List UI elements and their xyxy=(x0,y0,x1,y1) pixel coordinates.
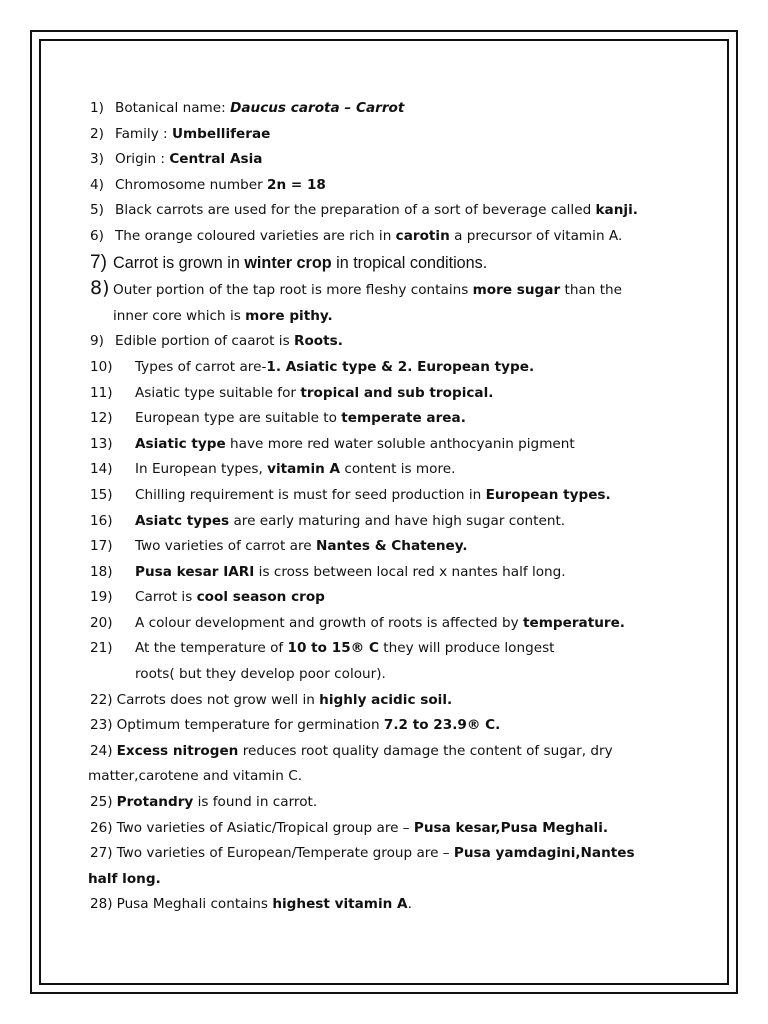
list-item-number: 9) xyxy=(90,333,104,350)
list-item-text xyxy=(117,845,635,861)
text-run: are early maturing and have high sugar content. xyxy=(229,512,566,529)
list-item-text xyxy=(135,359,534,375)
list-item xyxy=(90,636,690,662)
text-run: they will produce longest xyxy=(378,640,555,657)
text-run: Two varieties of European/Temperate group are – xyxy=(116,845,454,862)
list-item-number: 4) xyxy=(90,176,104,193)
list-item-number: 8) xyxy=(90,277,110,300)
list-item-number: 18) xyxy=(90,563,113,580)
bold-text: highly acidic soil. xyxy=(319,691,453,708)
bold-text: 2n = 18 xyxy=(266,176,326,193)
bold-text: Asiatc types xyxy=(135,512,230,529)
list-item-number: 19) xyxy=(90,589,113,606)
list-item-number: 1) xyxy=(90,100,104,116)
bold-text: Excess nitrogen xyxy=(116,742,239,759)
list-item-number: 6) xyxy=(90,227,104,244)
list-item-number: 23) xyxy=(90,717,113,734)
list-item-number: 10) xyxy=(90,358,113,375)
list-item-text xyxy=(115,100,404,116)
list-item-text xyxy=(135,640,555,656)
bold-text: half long. xyxy=(88,870,161,887)
bold-text: Nantes & Chateney. xyxy=(315,538,468,555)
list-item-text xyxy=(117,743,613,759)
list-item-number: 13) xyxy=(90,435,113,452)
text-run: inner core which is xyxy=(113,307,246,324)
list-item-number: 15) xyxy=(90,486,113,503)
text-run: A colour development and growth of roots is affected by xyxy=(135,614,523,631)
list-item xyxy=(90,483,690,509)
list-item xyxy=(90,329,690,355)
list-item xyxy=(90,585,690,611)
text-run: . xyxy=(407,896,412,913)
list-item xyxy=(90,432,690,458)
list-item-number: 24) xyxy=(90,742,113,759)
list-item xyxy=(90,739,690,765)
list-item xyxy=(90,790,690,816)
list-item-text xyxy=(115,202,638,218)
text-run: Optimum temperature for germination xyxy=(116,717,384,734)
text-run: Origin : xyxy=(115,151,170,168)
bold-text: European types. xyxy=(485,486,611,503)
list-item-text xyxy=(135,615,625,631)
bold-text: Pusa kesar,Pusa Meghali. xyxy=(413,819,609,836)
list-item-number: 7) xyxy=(90,251,107,273)
text-run: Two varieties of carrot are xyxy=(135,538,316,555)
text-run: Asiatic type suitable for xyxy=(135,384,301,401)
text-run: Carrots does not grow well in xyxy=(116,691,320,708)
bold-text: 1. Asiatic type & 2. European type. xyxy=(266,358,535,375)
list-item-text xyxy=(113,282,622,298)
list-item xyxy=(90,224,690,250)
bold-text: Central Asia xyxy=(169,151,263,168)
list-item xyxy=(90,457,690,483)
list-item xyxy=(90,534,690,560)
text-run: Black carrots are used for the preparation of a sort of beverage called xyxy=(115,202,596,219)
bold-text: cool season crop xyxy=(196,589,325,606)
list-item-text xyxy=(135,538,468,554)
list-item-text xyxy=(135,564,566,580)
list-item xyxy=(90,96,690,122)
bold-text: Umbelliferae xyxy=(171,125,271,142)
list-item xyxy=(90,892,690,918)
list-item-number: 14) xyxy=(90,461,113,478)
list-item xyxy=(90,406,690,432)
text-run: Chromosome number xyxy=(115,176,267,193)
list-item xyxy=(90,276,690,304)
text-run: Chilling requirement is must for seed production in xyxy=(135,486,486,503)
bold-text: Asiatic type xyxy=(135,435,226,452)
list-item-continuation xyxy=(90,304,690,330)
list-item xyxy=(90,816,690,842)
list-item xyxy=(90,560,690,586)
list-item-text xyxy=(115,333,343,349)
list-item-number: 21) xyxy=(90,640,113,657)
bold-text: temperate area. xyxy=(341,410,466,427)
text-run: European type are suitable to xyxy=(135,410,342,427)
list-item-number: 22) xyxy=(90,691,113,708)
list-item-number: 25) xyxy=(90,794,113,811)
text-run: roots( but they develop poor colour). xyxy=(135,666,386,683)
list-item xyxy=(90,688,690,714)
list-item-number: 11) xyxy=(90,384,113,401)
list-item-text xyxy=(117,794,318,810)
list-item-number: 17) xyxy=(90,538,113,555)
list-item-text xyxy=(117,820,608,836)
list-item-text xyxy=(135,385,493,401)
bold-text: temperature. xyxy=(522,614,625,631)
bold-text xyxy=(230,100,404,116)
text-run: is found in carrot. xyxy=(193,794,318,811)
text-run: Botanical name: xyxy=(115,100,231,116)
text-run: Two varieties of Asiatic/Tropical group are – xyxy=(116,819,414,836)
text-run: Carrot is grown in xyxy=(113,253,245,272)
list-item-text xyxy=(117,896,412,912)
carrot-facts-list xyxy=(90,96,690,918)
bold-text: 7.2 to 23.9® C. xyxy=(383,717,501,734)
list-item xyxy=(90,198,690,224)
list-item xyxy=(90,381,690,407)
text-run: than the xyxy=(560,282,623,299)
text-run: have more red water soluble anthocyanin pigment xyxy=(225,435,575,452)
bold-text: 10 to 15® C xyxy=(287,640,379,657)
list-item xyxy=(90,841,690,867)
bold-text: tropical and sub tropical. xyxy=(300,384,494,401)
list-item-text xyxy=(113,254,487,272)
list-item xyxy=(90,509,690,535)
list-item-text xyxy=(135,436,575,452)
bold-italic-text: Daucus carota – Carrot xyxy=(230,100,405,116)
text-run: In European types, xyxy=(135,461,268,478)
text-run: Pusa Meghali contains xyxy=(116,896,273,913)
bold-text: kanji. xyxy=(595,202,638,219)
list-item-number: 3) xyxy=(90,151,104,168)
bold-text: Pusa yamdagini,Nantes xyxy=(453,845,635,862)
list-item-number: 5) xyxy=(90,202,104,219)
text-run: At the temperature of xyxy=(135,640,288,657)
list-item xyxy=(90,147,690,173)
text-run: Edible portion of caarot is xyxy=(115,333,294,350)
bold-text: winter crop xyxy=(244,253,332,272)
list-item xyxy=(90,122,690,148)
text-run: content is more. xyxy=(340,461,456,478)
text-run: The orange coloured varieties are rich in xyxy=(115,227,396,244)
bold-text: carotin xyxy=(395,227,450,244)
list-item-text xyxy=(115,151,262,167)
bold-text: vitamin A xyxy=(267,461,341,478)
text-run: a precursor of vitamin A. xyxy=(449,227,623,244)
list-item-text xyxy=(115,126,270,142)
list-item-text xyxy=(117,692,453,708)
text-run: matter,carotene and vitamin C. xyxy=(88,768,303,785)
list-item-text xyxy=(117,717,501,733)
list-item xyxy=(90,713,690,739)
list-item-continuation xyxy=(90,662,690,688)
list-item-number: 12) xyxy=(90,410,113,427)
bold-text: more sugar xyxy=(472,282,561,299)
list-item-text xyxy=(135,513,565,529)
list-item xyxy=(90,173,690,199)
list-item-text xyxy=(135,589,325,605)
bold-text: Protandry xyxy=(116,794,194,811)
list-item-continuation xyxy=(88,764,690,790)
list-item xyxy=(90,250,690,277)
bold-text: Roots. xyxy=(293,333,343,350)
list-item-number: 16) xyxy=(90,512,113,529)
list-item-number: 27) xyxy=(90,845,113,862)
list-item-number: 2) xyxy=(90,125,104,142)
bold-text: highest vitamin A xyxy=(272,896,408,913)
text-run: reduces root quality damage the content of sugar, dry xyxy=(238,742,613,759)
text-run: Family : xyxy=(115,125,172,142)
list-item-text xyxy=(135,410,466,426)
list-item-number: 20) xyxy=(90,614,113,631)
list-item-continuation xyxy=(88,867,690,893)
text-run: Types of carrot are- xyxy=(135,358,267,375)
list-item-text xyxy=(135,461,455,477)
bold-text: more pithy. xyxy=(245,307,333,324)
list-item-text xyxy=(115,177,326,193)
text-run: is cross between local red x nantes half long. xyxy=(254,563,566,580)
list-item xyxy=(90,611,690,637)
bold-text: Pusa kesar IARI xyxy=(135,563,255,580)
list-item xyxy=(90,355,690,381)
text-run: in tropical conditions. xyxy=(331,253,488,272)
list-item-number: 28) xyxy=(90,896,113,913)
list-item-text xyxy=(135,487,611,503)
text-run: Outer portion of the tap root is more fleshy contains xyxy=(113,282,473,299)
list-item-text xyxy=(115,228,622,244)
list-item-number: 26) xyxy=(90,819,113,836)
text-run: Carrot is xyxy=(135,589,197,606)
